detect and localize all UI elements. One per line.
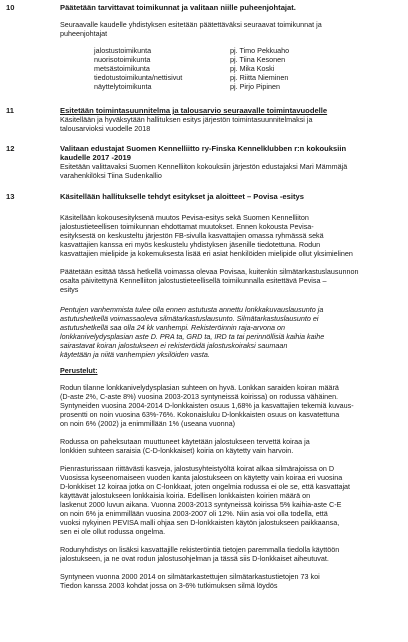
text-line: sairastavat koiran jalostukseen ei rekisteröidä jalostuskoiraksi saumaan [60,341,288,350]
text-line: vuoksi nykyinen PEVISA malli ohjaa sen D-lonkkaisten käytön jalostukseen paikkaansa, [60,518,340,527]
section-title: Esitetään toimintasuunnitelma ja talousarvio seuraavalle toimintavuodelle [60,106,328,115]
text-line: Syntyneen vuonna 2000 2014 on silmätarkastettujen silmätarkastustietojen 73 koi [60,572,320,581]
text-line: Rodunyhdistys on lisäksi kasvattajille rekisteröintiä tietojen paremmalla tiedolla käyttöön [60,545,340,554]
text-line: astutushetkellä saa olla 24 kk vanhempi. Rekisteröinnin raja-arvona on [60,323,285,332]
text-line: Esitetään valittavaksi Suomen Kennelliiton kokouksiin järjestön edustajaksi Mari Mämmäjä [60,162,348,171]
text-line: talousarvioksi vuodelle 2018 [60,124,151,133]
text-line: sen ei ole ollut rodussa ongelma. [60,527,166,536]
text-line: kasvattajien mielipide ja kokemuksesta lisää eri asiat henkilöiden mielipide ollut yksimielinen [60,249,353,258]
section-title: Käsitellään hallitukselle tehdyt esitykset ja aloitteet – Povisa -esitys [60,192,304,201]
text-line: prosentti on noin vuosina 63%-76%. Kokonaisluku D-lonkkaisten osuus on kasvatettuna [60,410,340,419]
committee-chair: pj. Mika Koski [230,64,275,73]
text-line: Käsitellään kokousesityksenä muutos Pevisa-esitys sekä Suomen Kennelliiton [60,213,309,222]
text-line: varahenkilöksi Tiina Sudenkallio [60,171,162,180]
text-line: on noin 6% ja enimmillään vuosina 2003-2007 oli 12%. Niin asia voi olla todella, että [60,509,328,518]
committee-chair: pj. Timo Pekkuaho [230,46,290,55]
text-line: kasvattajien kanssa eri myös keskustelu yhdistyksen jäsenille tiedotettuna. Rodun [60,240,321,249]
committee-chair: pj. Pirjo Pipinen [230,82,280,91]
text-line: käyttävät jalostukseen lonkkaisia koiria. Edellisen lonkkaisten koirien määrä on [60,491,311,500]
text-line: Päätetään esittää tässä hetkellä voimassa olevaa Povisaa, kuitenkin silmätarkastuslausunnon [60,267,359,276]
section-title: Valitaan edustajat Suomen Kennelliitto ry-Finska Kennelklubben r:n kokouksiin [60,144,347,153]
section-number: 13 [6,192,15,201]
committee-name: tiedotustoimikunta/nettisivut [94,73,183,82]
text-line: jalostukseen, ja ne ovat rodun jalostusohjelman ja tässä siis D-lonkkaiset aiheutuvat. [60,554,329,563]
text-line: Vuosissa kyseenomaiseen vuoden kanta jalostukseen on käytetty vain koiraa eri vuosina [60,473,343,482]
committee-chair: pj. Riitta Nieminen [230,73,289,82]
committee-name: jalostustoimikunta [94,46,152,55]
text-line: (D-aste 2%, C-aste 8%) vuosina 2003-2013 syntyneissä koirissa) on rodussa vähäinen. [60,392,339,401]
committee-chair: pj. Tiina Kesonen [230,55,286,64]
text-line: astutushetkellä voimassaoleva silmätarkastuslausunto. Silmätarkastuslausunto ei [60,314,319,323]
section-number: 11 [6,106,15,115]
text-line: Syntyneiden vuosina 2004-2014 D-lonkkaisten osuus 1,68% ja kasvattajien tekemiä kuvaus- [60,401,354,410]
text-line: on noin 6% (2002) ja enimmillään 1% (useana vuonna) [60,419,236,428]
committee-name: nuorisotoimikunta [94,55,151,64]
text-line: lonkkanivelydysplasian aste D. PRA ta, GRD ta, IRD ta tai perinnöllisiä kaihia kaihe [60,332,325,341]
section-number: 10 [6,3,15,12]
text-line: Seuraavalle kaudelle yhdistyksen esitetään päätettäväksi seuraavat toimikunnat ja [60,20,322,29]
section-title: Päätetään tarvittavat toimikunnat ja valitaan niille puheenjohtajat. [60,3,296,12]
text-line: laskenut 2000 luvun aikana. Vuonna 2003-2013 syntyneissä koirissa 5% kaihia-aste C-E [60,500,342,509]
text-line: osalta päivitettynä Kennelliiton jalostustieteellisellä toimikunnalla esitettävä Pevisa – [60,276,327,285]
committee-name: metsästoimikunta [94,64,150,73]
text-line: Tiedon kanssa 2003 kohdat jossa on 3-6% tutkimuksen silmä löydös [60,581,278,590]
text-line: Käsitellään ja hyväksytään hallituksen esitys järjestön toimintasuunnitelmaksi ja [60,115,313,124]
section-number: 12 [6,144,15,153]
text-line: Pienrasturissaan riittävästi kasveja, jalostusyhteistyöltä koirat alkaa silmärajoissa on D [60,464,335,473]
committee-name: näyttelytoimikunta [94,82,152,91]
text-line: lonkkien suhteen saraisia (C-D-lonkkaiset) koiria on käytetty vain harvoin. [60,446,294,455]
text-line: Pentujen vanhemmista tulee olla ennen astutusta annettu lonkkakuvauslausunto ja [60,305,324,314]
text-line: käytetään ja niitä vanhempien yksilöiden vasta. [60,350,210,359]
text-line: D-lonkkiset 12 koiraa jotka on C-lonkkaat, joten ongelmia rodussa ei ole se, että kasvattajat [60,482,351,491]
text-line: Rodun tilanne lonkkanivelydysplasian suhteen on hyvä. Lonkkan saraiden koiran määrä [60,383,339,392]
text-line: esityksestä on keskusteltu järjestön FB-sivulla kasvattajien omassa ryhmässä sekä [60,231,324,240]
text-line: jalostustieteellisen toimikunnan ehdottamat muutokset. Ennen kokousta Pevisa- [60,222,314,231]
text-line: esitys [60,285,79,294]
perustelut-heading: Perustelut: [60,366,98,375]
text-line: puheenjohtajat [60,29,108,38]
text-line: Rodussa on paheksutaan muuttuneet käytetään jalostukseen tervettä koiraa ja [60,437,310,446]
section-title-continued: kaudelle 2017 -2019 [60,153,131,162]
